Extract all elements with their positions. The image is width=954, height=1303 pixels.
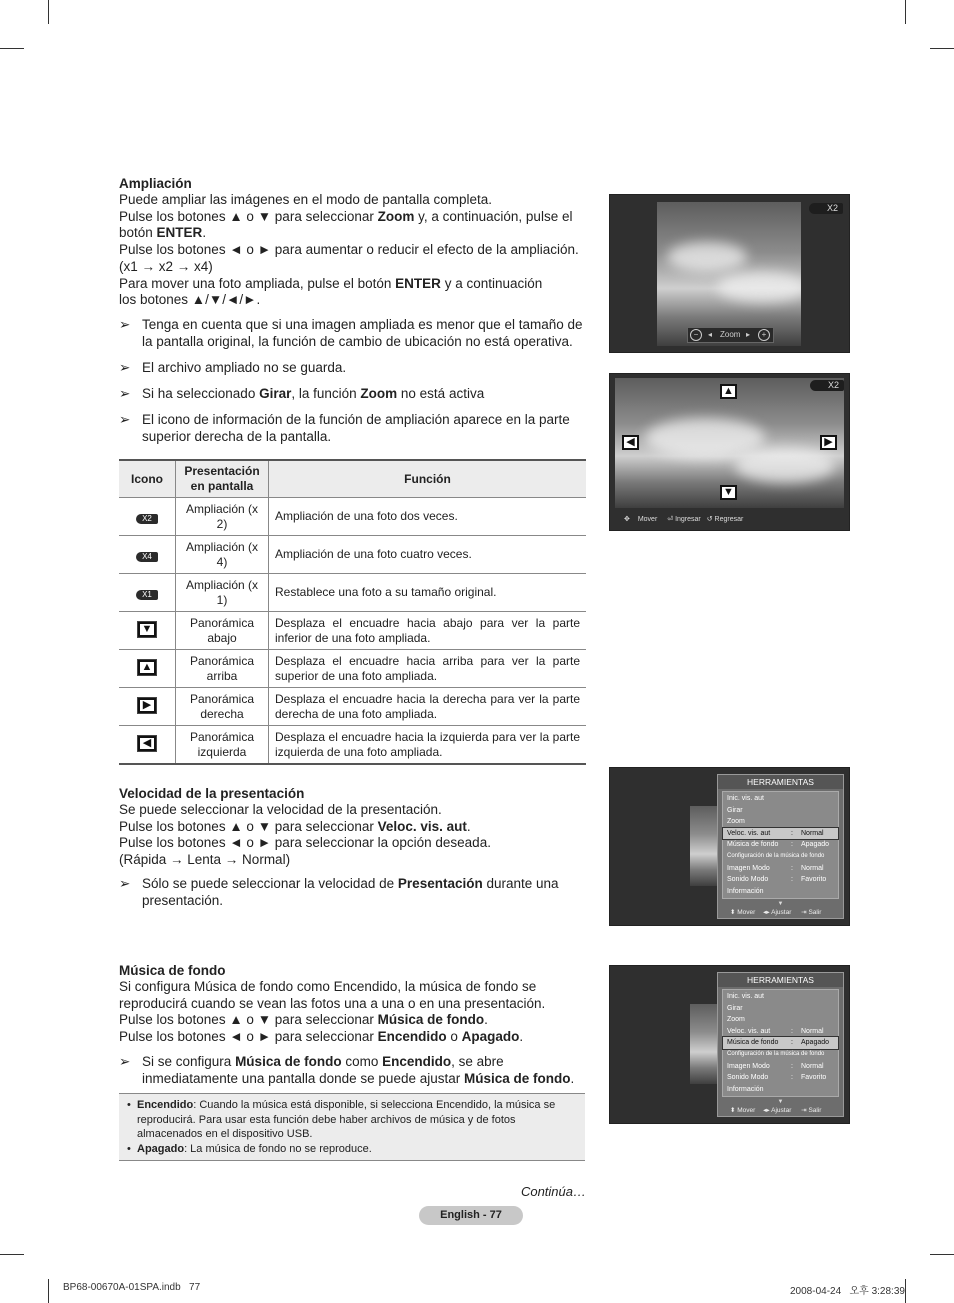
menu-item[interactable]: [723, 805, 838, 817]
section-title-ampliacion: Ampliación: [119, 176, 192, 191]
menu-item-label: Girar: [727, 1004, 743, 1012]
table-cell: Desplaza el encuadre hacia la derecha para ver la parte derecha de una foto ampliada.: [269, 688, 587, 726]
tools-menu: [717, 774, 844, 919]
tools-menu: [717, 972, 844, 1117]
menu-item[interactable]: [723, 839, 838, 851]
tools-menu-screen: [609, 767, 850, 926]
crop-mark: [905, 0, 906, 24]
footer-move-label: Mover: [737, 1107, 756, 1115]
table-row: [119, 612, 586, 650]
menu-item-separator: :: [791, 829, 793, 837]
nav-back-label: Regresar: [714, 516, 744, 523]
scroll-down-icon: ▼: [777, 901, 784, 908]
velocidad-body: Se puede seleccionar la velocidad de la presentación. Pulse los botones ▲ o ▼ para seleccionar Veloc. vis. aut. Pulse los botones ◄ o ► para seleccionar la opción deseada. (Rápida → Lenta → Normal): [119, 802, 491, 868]
photo-sky: [690, 1004, 720, 1084]
adjust-icon: ◂▸: [763, 909, 770, 917]
menu-item[interactable]: [723, 1037, 838, 1049]
table-row: [119, 650, 586, 688]
zoom-minus-icon[interactable]: −: [690, 329, 702, 341]
table-row: [119, 688, 586, 726]
menu-item[interactable]: [723, 851, 838, 863]
menu-item-separator: :: [791, 1062, 793, 1070]
menu-item-label: Sonido Modo: [727, 876, 769, 884]
table-row: [119, 574, 586, 612]
footer-exit-label: Salir: [808, 1107, 822, 1115]
menu-title: HERRAMIENTAS: [718, 973, 843, 987]
menu-item-value: Normal: [801, 1027, 824, 1035]
menu-item-label: Configuración de la música de fondo: [727, 1050, 825, 1057]
menu-item[interactable]: [723, 816, 838, 828]
footer-adjust-label: Ajustar: [771, 1107, 792, 1115]
menu-item[interactable]: [723, 874, 838, 886]
note-not-saved: ➢ El archivo ampliado no se guarda.: [119, 360, 347, 375]
enter-icon: ⏎: [667, 516, 674, 523]
table-row: [119, 498, 586, 536]
menu-item[interactable]: [723, 886, 838, 898]
table-cell: Panorámica derecha: [176, 688, 269, 726]
note-velocidad: ➢ Sólo se puede seleccionar la velocidad de Presentación durante una presentación.: [119, 876, 559, 908]
note-arrow-icon: ➢: [119, 412, 131, 427]
nav-move-label: Mover: [637, 516, 658, 523]
table-cell: Panorámica izquierda: [176, 726, 269, 765]
menu-item-label: Zoom: [727, 818, 745, 826]
menu-item-value: Normal: [801, 829, 824, 837]
note-arrow-icon: ➢: [119, 317, 131, 332]
table-cell: Ampliación de una foto dos veces.: [269, 498, 587, 536]
note-girar: ➢ Si ha seleccionado Girar, la función Zoom no está activa: [119, 386, 485, 401]
menu-item[interactable]: [723, 1003, 838, 1015]
table-cell: Ampliación (x 4): [176, 536, 269, 574]
section-title-velocidad: Velocidad de la presentación: [119, 786, 305, 801]
pan-left-icon[interactable]: ◀: [622, 435, 639, 450]
move-icon: ⬍: [730, 1107, 736, 1115]
zoom-x2-badge: X2: [810, 380, 844, 391]
menu-item[interactable]: [723, 1061, 838, 1073]
note-arrow-icon: ➢: [119, 386, 131, 401]
menu-item-label: Configuración de la música de fondo: [727, 852, 825, 859]
menu-item[interactable]: [723, 1026, 838, 1038]
menu-item[interactable]: [723, 828, 838, 840]
menu-item-label: Veloc. vis. aut: [727, 829, 771, 837]
menu-footer: [718, 907, 843, 919]
zoom-x2-badge: X2: [809, 203, 843, 214]
menu-item[interactable]: [723, 1084, 838, 1096]
exit-icon: ⇥: [801, 909, 807, 917]
table-header-row: [119, 460, 586, 498]
menu-item-separator: :: [791, 1027, 793, 1035]
zoom-left-arrow-icon: ◂: [708, 330, 713, 339]
zoom-label: Zoom: [720, 330, 741, 339]
menu-item-label: Inic. vis. aut: [727, 993, 764, 1000]
menu-item-label: Música de fondo: [727, 841, 779, 849]
table-header: Icono: [119, 460, 176, 498]
crop-mark: [930, 48, 954, 49]
menu-item-separator: :: [791, 1039, 793, 1047]
menu-item-value: Apagado: [801, 1039, 830, 1047]
ampliacion-body: Puede ampliar las imágenes en el modo de pantalla completa. Pulse los botones ▲ o ▼ para seleccionar Zoom y, a continuación, pulse el botón ENTER. Pulse los botones ◄ o ► para aumentar o reducir el efecto de la ampliación. (x1 → x2 → x4) Para mover una foto ampliada, pulse el botón ENTER y a continuación los botones ▲/▼/◄/►.: [119, 192, 579, 308]
zoom-function-table: [119, 459, 586, 765]
crop-mark: [48, 0, 49, 24]
menu-item-separator: :: [791, 864, 793, 872]
crop-mark: [0, 48, 24, 49]
menu-item-label: Inic. vis. aut: [727, 795, 764, 802]
table-cell: Ampliación (x 2): [176, 498, 269, 536]
menu-item-label: Zoom: [727, 1016, 745, 1024]
menu-item-value: Normal: [801, 1062, 824, 1070]
menu-item-separator: :: [791, 841, 793, 849]
menu-title: HERRAMIENTAS: [718, 775, 843, 789]
menu-item-label: Información: [727, 1085, 764, 1093]
pan-right-icon: ▶: [137, 697, 157, 714]
table-cell: Panorámica abajo: [176, 612, 269, 650]
page-number: English - 77: [419, 1206, 523, 1225]
menu-item-value: Normal: [801, 864, 824, 872]
list-item: • Encendido: Cuando la música está disponible, si selecciona Encendido, la música se reproducirá. Para usar esta función debe haber archivos de música y de fotos almacenados en el dispositivo USB.: [137, 1098, 585, 1142]
menu-item-value: Apagado: [801, 841, 830, 849]
zoom-screen: [609, 194, 850, 353]
note-arrow-icon: ➢: [119, 1054, 131, 1069]
menu-item[interactable]: [723, 793, 838, 805]
footer-exit-label: Salir: [808, 909, 822, 917]
note-info-icon: ➢ El icono de información de la función de ampliación aparece en la parte superior derecha de la pantalla.: [119, 412, 570, 444]
menu-item-label: Información: [727, 887, 764, 895]
table-header: Presentación en pantalla: [176, 460, 269, 498]
tools-menu-screen: [609, 965, 850, 1124]
table-cell: Desplaza el encuadre hacia arriba para ver la parte superior de una foto ampliada.: [269, 650, 587, 688]
menu-item[interactable]: [723, 991, 838, 1003]
pan-up-icon[interactable]: ▲: [720, 384, 737, 399]
return-icon: ↺: [706, 516, 713, 523]
menu-item-value: Favorito: [801, 876, 827, 884]
menu-footer: [718, 1105, 843, 1117]
file-info: BP68-00670A-01SPA.indb 77: [63, 1282, 201, 1293]
pan-screen: [609, 373, 850, 531]
table-cell: Restablece una foto a su tamaño original.: [269, 574, 587, 612]
menu-item-separator: :: [791, 876, 793, 884]
pan-left-icon: ◀: [137, 735, 157, 752]
table-cell: Desplaza el encuadre hacia abajo para ver la parte inferior de una foto ampliada.: [269, 612, 587, 650]
table-row: [119, 726, 586, 765]
pan-down-icon: ▼: [137, 621, 157, 638]
move-icon: ✥: [624, 516, 630, 523]
crop-mark: [48, 1279, 49, 1303]
table-cell: Panorámica arriba: [176, 650, 269, 688]
photo-sky: [657, 202, 801, 346]
table-header: Función: [269, 460, 587, 498]
note-zoom-size: ➢ Tenga en cuenta que si una imagen ampliada es menor que el tamaño de la pantalla original, la función de cambio de ubicación no está operativa.: [119, 317, 583, 349]
exit-icon: ⇥: [801, 1107, 807, 1115]
date-info: 2008-04-24 오후 3:28:39: [790, 1286, 905, 1297]
note-arrow-icon: ➢: [119, 876, 131, 891]
footer-adjust-label: Ajustar: [771, 909, 792, 917]
menu-item[interactable]: [723, 1049, 838, 1061]
continua-label: Continúa…: [520, 1184, 586, 1199]
section-title-musica: Música de fondo: [119, 963, 226, 978]
musica-options-box: [119, 1093, 585, 1161]
pan-down-icon[interactable]: ▼: [720, 485, 737, 500]
nav-bar: [624, 515, 743, 523]
table-cell: Ampliación de una foto cuatro veces.: [269, 536, 587, 574]
table-cell: Desplaza el encuadre hacia la izquierda para ver la parte izquierda de una foto ampliada.: [269, 726, 587, 765]
menu-item-label: Veloc. vis. aut: [727, 1027, 771, 1035]
menu-item-label: Música de fondo: [727, 1039, 779, 1047]
move-icon: ⬍: [730, 909, 736, 917]
crop-mark: [905, 1279, 906, 1303]
zoom-x1-icon: X1: [136, 590, 158, 600]
menu-list: [722, 791, 839, 899]
menu-item-label: Imagen Modo: [727, 864, 770, 872]
scroll-down-icon: ▼: [777, 1099, 784, 1106]
pan-up-icon: ▲: [137, 659, 157, 676]
menu-item-separator: :: [791, 1074, 793, 1082]
pan-right-icon[interactable]: ▶: [820, 435, 837, 450]
table-row: [119, 536, 586, 574]
zoom-x4-icon: X4: [136, 552, 158, 562]
list-item: • Apagado: La música de fondo no se reproduce.: [137, 1142, 585, 1157]
menu-item-label: Sonido Modo: [727, 1074, 769, 1082]
adjust-icon: ◂▸: [763, 1107, 770, 1115]
menu-item-label: Imagen Modo: [727, 1062, 770, 1070]
zoom-plus-icon[interactable]: +: [758, 329, 770, 341]
musica-body: Si configura Música de fondo como Encendido, la música de fondo se reproducirá cuando se vean las fotos una a una o en una presentación. Pulse los botones ▲ o ▼ para seleccionar Música de fondo. Pulse los botones ◄ o ► para seleccionar Encendido o Apagado.: [119, 979, 546, 1045]
menu-item[interactable]: [723, 1072, 838, 1084]
zoom-right-arrow-icon: ▸: [746, 330, 751, 339]
crop-mark: [930, 1254, 954, 1255]
footer-move-label: Mover: [737, 909, 756, 917]
photo-sky: [690, 806, 720, 886]
crop-mark: [0, 1254, 24, 1255]
menu-item[interactable]: [723, 1014, 838, 1026]
note-musica: ➢ Si se configura Música de fondo como Encendido, se abre inmediatamente una pantalla donde se puede ajustar Música de fondo.: [119, 1054, 575, 1086]
menu-list: [722, 989, 839, 1097]
nav-enter-label: Ingresar: [675, 516, 701, 523]
table-cell: Ampliación (x 1): [176, 574, 269, 612]
menu-item-label: Girar: [727, 806, 743, 814]
menu-item[interactable]: [723, 863, 838, 875]
zoom-control[interactable]: [687, 327, 774, 343]
note-arrow-icon: ➢: [119, 360, 131, 375]
menu-item-value: Favorito: [801, 1074, 827, 1082]
zoom-x2-icon: X2: [136, 514, 158, 524]
